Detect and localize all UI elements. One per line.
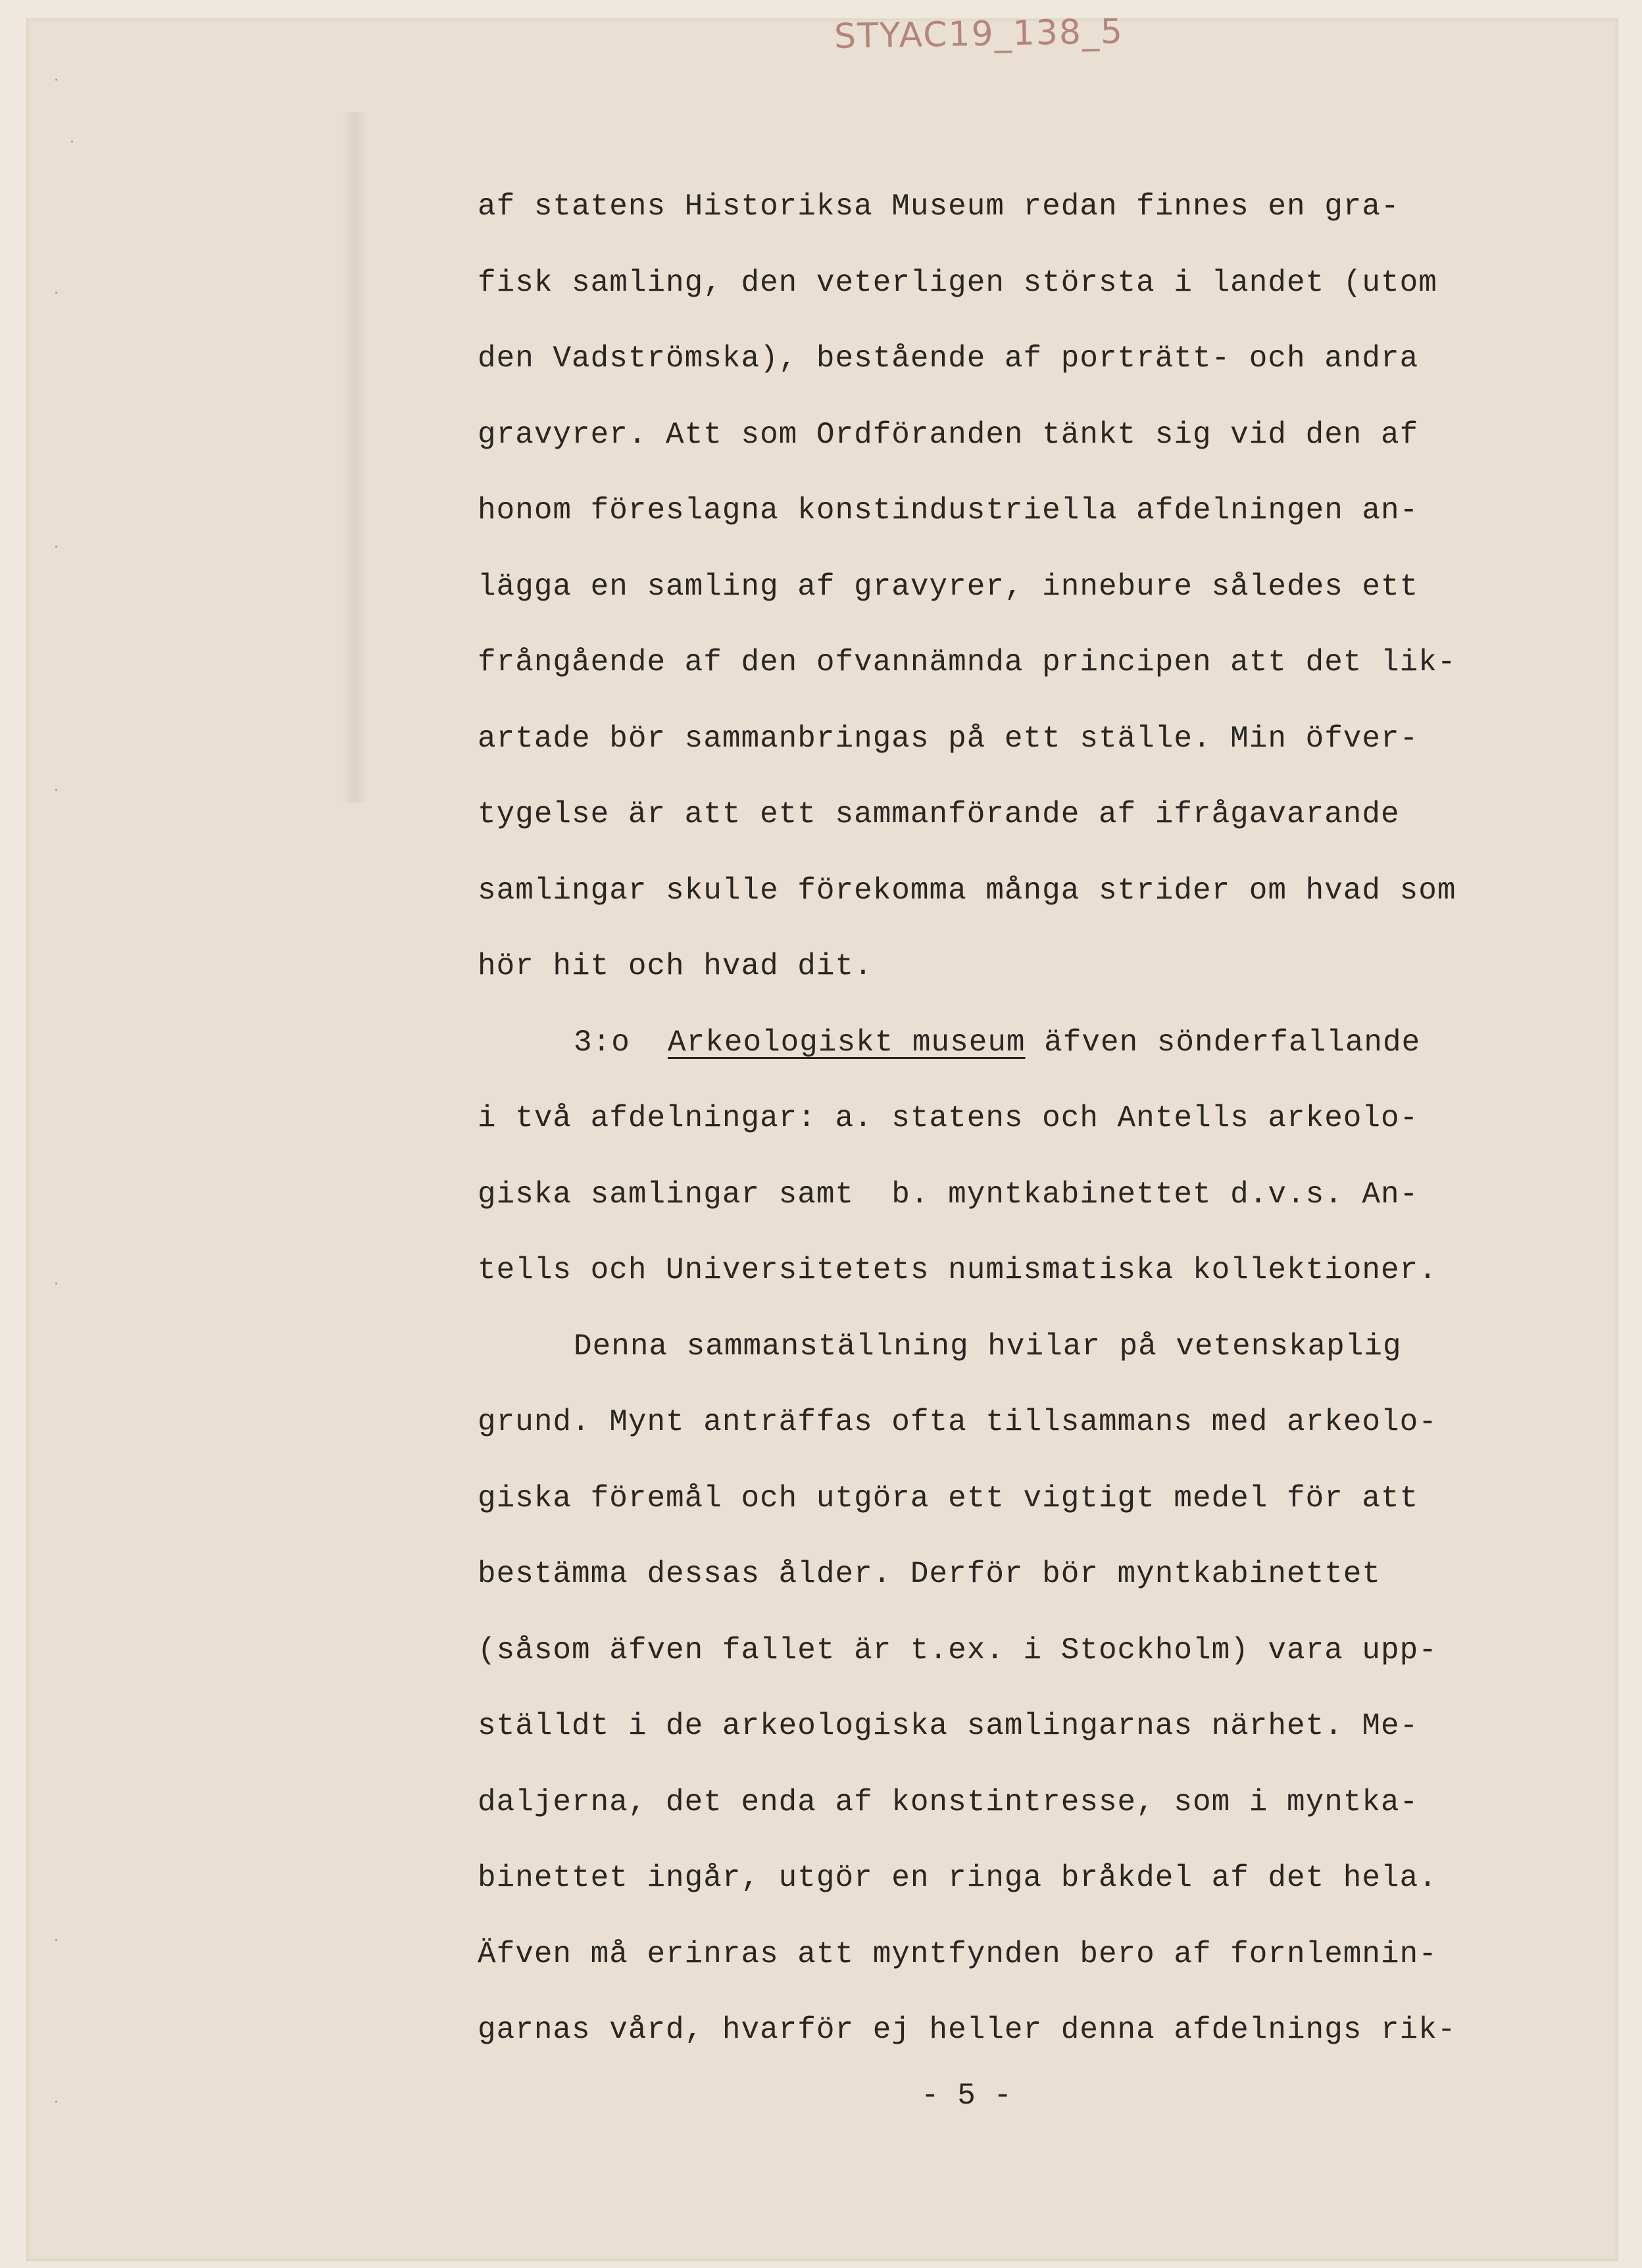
text-line: garnas vård, hvarför ej heller denna afdelnings rik-	[478, 2013, 1456, 2047]
text-line: af statens Historiksa Museum redan finnes en gra-	[478, 189, 1400, 224]
fold-shadow	[342, 112, 368, 802]
text-line: fisk samling, den veterligen största i landet (utom	[478, 265, 1437, 300]
text-line: Äfven må erinras att myntfynden bero af fornlemnin-	[478, 1936, 1437, 1971]
section-line-rest: äfven sönderfallande	[1025, 1025, 1421, 1060]
text-line: den Vadströmska), bestående af porträtt- och andra	[478, 341, 1419, 376]
margin-speck: ·	[54, 2094, 59, 2111]
text-line: lägga en samling af gravyrer, innebure således ett	[478, 569, 1419, 604]
text-line: artade bör sammanbringas på ett ställe. Min öfver-	[478, 721, 1419, 756]
text-line: (såsom äfven fallet är t.ex. i Stockholm) vara upp-	[478, 1633, 1437, 1667]
section-heading-line	[478, 1018, 1504, 1094]
margin-speck: ·	[54, 1933, 59, 1949]
text-line: tells och Universitetets numismatiska kollektioner.	[478, 1253, 1437, 1287]
text-line: gravyrer. Att som Ordföranden tänkt sig vid den af	[478, 417, 1419, 452]
text-line: frångående af den ofvannämnda principen att det lik-	[478, 645, 1456, 679]
text-line: honom föreslagna konstindustriella afdelningen an-	[478, 493, 1419, 528]
text-line: grund. Mynt anträffas ofta tillsammans med arkeolo-	[478, 1405, 1437, 1439]
margin-speck: ·	[54, 72, 59, 89]
page-number: - 5 -	[921, 2079, 1012, 2113]
margin-speck: ·	[54, 1276, 59, 1293]
text-line: giska samlingar samt b. myntkabinettet d.v.s. An-	[478, 1177, 1419, 1212]
text-line: giska föremål och utgöra ett vigtigt medel för att	[478, 1481, 1419, 1516]
section-heading: Arkeologiskt museum	[668, 1025, 1026, 1060]
text-line: ställdt i de arkeologiska samlingarnas närhet. Me-	[478, 1709, 1419, 1743]
text-line: i två afdelningar: a. statens och Antells arkeolo-	[478, 1101, 1419, 1135]
paragraph-first-line: Denna sammanställning hvilar på vetenskaplig	[574, 1329, 1402, 1364]
margin-speck: ·	[70, 134, 74, 151]
margin-speck: ·	[54, 539, 59, 556]
text-line: binettet ingår, utgör en ringa bråkdel af det hela.	[478, 1861, 1437, 1895]
text-line: hör hit och hvad dit.	[478, 949, 873, 983]
margin-speck: ·	[54, 783, 59, 799]
text-line: samlingar skulle förekomma många strider om hvad som	[478, 873, 1456, 908]
typewritten-text	[478, 182, 1504, 2081]
text-line: bestämma dessas ålder. Derför bör myntkabinettet	[478, 1557, 1381, 1591]
text-line: daljerna, det enda af konstintresse, som i myntka-	[478, 1785, 1419, 1819]
archive-code: STYAC19_138_5	[833, 12, 1124, 57]
margin-speck: ·	[54, 285, 59, 302]
text-line: tygelse är att ett sammanförande af ifrågavarande	[478, 797, 1400, 831]
section-number: 3:o	[574, 1025, 630, 1060]
